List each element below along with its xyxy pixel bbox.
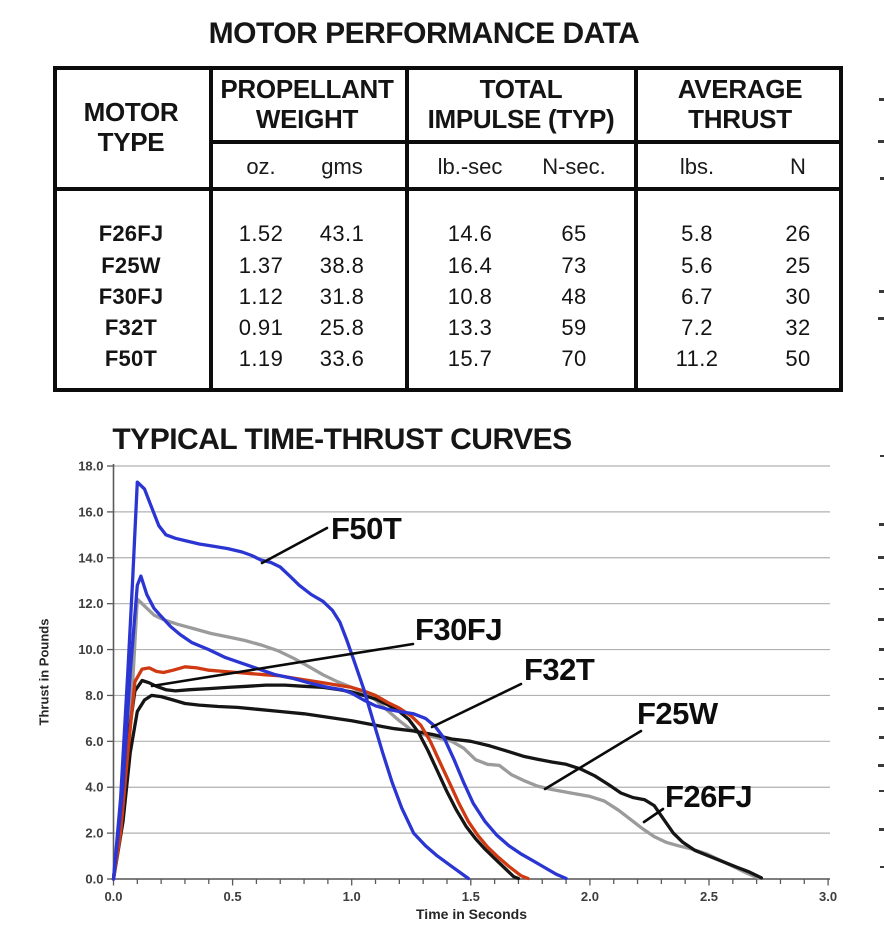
motor-name: F50T bbox=[104, 346, 158, 371]
table-value: 5.8 bbox=[681, 221, 713, 246]
edge-artifact bbox=[880, 455, 884, 457]
table-value: 6.7 bbox=[681, 284, 713, 309]
xtick-label-1.5: 1.5 bbox=[461, 889, 480, 904]
table-value: 38.8 bbox=[319, 253, 365, 278]
x-axis-title: Time in Seconds bbox=[416, 906, 527, 922]
ytick-label-12.0: 12.0 bbox=[78, 596, 104, 612]
ytick-label-10.0: 10.0 bbox=[78, 642, 104, 658]
table-value: 26 bbox=[785, 221, 811, 246]
xtick-label-2.0: 2.0 bbox=[580, 889, 599, 904]
curve-label-F26FJ: F26FJ bbox=[665, 779, 753, 814]
unit-header: N-sec. bbox=[542, 154, 606, 179]
edge-artifact bbox=[878, 764, 884, 767]
ytick-label-4.0: 4.0 bbox=[85, 779, 104, 795]
pointer-line-F30FJ bbox=[152, 644, 413, 686]
col-header-average-thrust: AVERAGE THRUST bbox=[677, 74, 803, 134]
curve-unlabeled-black-companion bbox=[114, 681, 519, 880]
ytick-label-8.0: 8.0 bbox=[85, 687, 104, 703]
xtick-label-1.0: 1.0 bbox=[342, 889, 361, 904]
table-value: 43.1 bbox=[319, 221, 365, 246]
table-value: 50 bbox=[785, 346, 811, 371]
table-value: 25 bbox=[785, 253, 811, 278]
xtick-label-0.0: 0.0 bbox=[104, 889, 123, 904]
ytick-label-2.0: 2.0 bbox=[85, 825, 104, 841]
curve-label-F25W: F25W bbox=[637, 696, 718, 731]
curve-F30FJ bbox=[114, 667, 529, 879]
table-value: 10.8 bbox=[447, 284, 493, 309]
edge-artifact bbox=[879, 98, 884, 101]
col-header-total-impulse: TOTAL IMPULSE (TYP) bbox=[427, 74, 615, 134]
unit-header: gms bbox=[321, 154, 363, 179]
ytick-label-6.0: 6.0 bbox=[85, 733, 104, 749]
edge-artifact bbox=[879, 678, 884, 680]
table-value: 1.37 bbox=[238, 253, 284, 278]
curve-label-F30FJ: F30FJ bbox=[415, 612, 503, 647]
edge-artifact bbox=[878, 556, 884, 559]
edge-artifact bbox=[879, 290, 884, 293]
table-value: 16.4 bbox=[447, 253, 493, 278]
edge-artifact bbox=[879, 828, 884, 831]
ytick-label-18.0: 18.0 bbox=[78, 458, 104, 474]
table-value: 73 bbox=[561, 253, 587, 278]
table-value: 59 bbox=[561, 315, 587, 340]
y-axis-title: Thrust in Pounds bbox=[36, 618, 52, 726]
unit-header: lb.-sec bbox=[437, 154, 503, 179]
table-value: 14.6 bbox=[447, 221, 493, 246]
ytick-label-16.0: 16.0 bbox=[78, 504, 104, 520]
table-value: 33.6 bbox=[319, 346, 365, 371]
edge-artifact bbox=[879, 648, 884, 651]
edge-artifact bbox=[879, 790, 884, 792]
table-value: 32 bbox=[785, 315, 811, 340]
table-value: 1.12 bbox=[238, 284, 284, 309]
edge-artifact bbox=[879, 736, 884, 739]
unit-header: lbs. bbox=[679, 154, 715, 179]
table-value: 65 bbox=[561, 221, 587, 246]
pointer-line-F32T bbox=[432, 684, 521, 727]
table-title: MOTOR PERFORMANCE DATA bbox=[208, 17, 640, 50]
xtick-label-3.0: 3.0 bbox=[819, 889, 838, 904]
table-value: 15.7 bbox=[447, 346, 493, 371]
table-value: 48 bbox=[561, 284, 587, 309]
edge-artifact bbox=[880, 177, 884, 180]
edge-artifact bbox=[879, 523, 884, 526]
table-value: 25.8 bbox=[319, 315, 365, 340]
table-value: 1.52 bbox=[238, 221, 284, 246]
ytick-label-14.0: 14.0 bbox=[78, 550, 104, 566]
table-value: 7.2 bbox=[681, 315, 713, 340]
table-value: 1.19 bbox=[238, 346, 284, 371]
curve-label-F50T: F50T bbox=[331, 511, 402, 546]
motor-name: F25W bbox=[101, 253, 161, 278]
chart-title: TYPICAL TIME-THRUST CURVES bbox=[112, 423, 572, 456]
table-value: 31.8 bbox=[319, 284, 365, 309]
col-header-motor-type: MOTOR TYPE bbox=[83, 97, 179, 157]
edge-artifact bbox=[878, 707, 884, 710]
edge-artifact bbox=[878, 317, 884, 320]
table-value: 13.3 bbox=[447, 315, 493, 340]
unit-header: oz. bbox=[246, 154, 276, 179]
curve-label-F32T: F32T bbox=[524, 652, 595, 687]
table-value: 5.6 bbox=[681, 253, 713, 278]
ytick-label-0.0: 0.0 bbox=[85, 871, 104, 887]
unit-header: N bbox=[790, 154, 806, 179]
curve-F50T bbox=[114, 482, 469, 879]
edge-artifact bbox=[878, 618, 884, 621]
motor-name: F30FJ bbox=[98, 284, 164, 309]
table-value: 70 bbox=[561, 346, 587, 371]
table-value: 30 bbox=[785, 284, 811, 309]
table-value: 11.2 bbox=[675, 346, 719, 371]
col-header-propellant-weight: PROPELLANT WEIGHT bbox=[220, 74, 394, 134]
xtick-label-2.5: 2.5 bbox=[699, 889, 719, 904]
edge-artifact bbox=[878, 140, 884, 143]
motor-name: F26FJ bbox=[98, 221, 164, 246]
edge-artifact bbox=[880, 866, 884, 868]
pointer-line-F25W bbox=[545, 731, 641, 789]
xtick-label-0.5: 0.5 bbox=[223, 889, 242, 904]
table-value: 0.91 bbox=[238, 315, 284, 340]
motor-name: F32T bbox=[104, 315, 158, 340]
edge-artifact bbox=[879, 588, 884, 590]
